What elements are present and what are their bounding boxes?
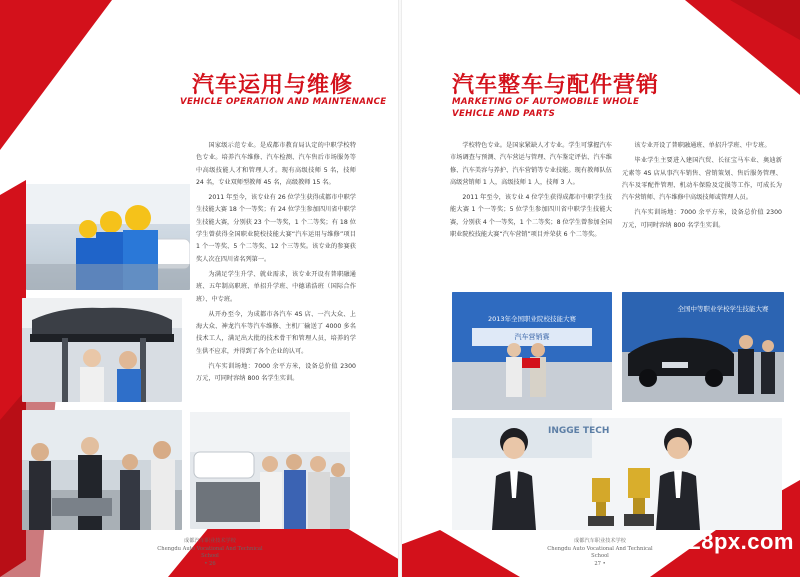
- left-title-en: VEHICLE OPERATION AND MAINTENANCE: [180, 97, 387, 107]
- right-title-en: [452, 96, 692, 120]
- right-footer-school-cn: 成都汽车职业技术学校: [574, 538, 626, 544]
- right-col1-paragraph: 2011 年至今，该专业 4 位学生获得成都市中职学生技能大赛 1 个一等奖；5 位学生参加四川省中职学生技能大赛，分别获 4 个一等奖，1 个二等奖；8 位学生曾参加全国职业院校技能大赛“汽车营销”项目并荣获 6 个二等奖。: [450, 194, 612, 239]
- photo-trophy-winners-art: [452, 418, 782, 530]
- photo-car-lift: [22, 298, 182, 402]
- right-title-en-line1: MARKETING OF AUTOMOBILE WHOLE: [452, 97, 640, 107]
- photo-engine-practice: [190, 412, 350, 529]
- photo-engine-practice-art: [190, 412, 350, 529]
- right-col1-paragraph: 学校特色专业。是国家紧缺人才专业。学生可掌握汽车市场调查与预测、汽车营运与管理、汽车鉴定评估、汽车维修、汽车美容与养护、汽车营销等专业技能。现有教师队伍高级营销师 1 人，高级技师 1 人，技师 3 人。: [450, 142, 612, 186]
- right-col2-paragraph: 该专业开设了普职融通班、单招升学班、中专班。: [634, 142, 771, 149]
- left-title-cn: 汽车运用与维修: [192, 73, 354, 98]
- watermark: 028px.com: [675, 529, 794, 554]
- left-paragraph: 从开办至今，为成都市各汽车 4S 店、一汽大众、上海大众、神龙汽车等汽车维修、主机厂输送了 4000 多名技术工人，满足出大批的技术骨干和管理人员，培养的学生供不应求，并得到了各个企业的认可。: [196, 310, 356, 355]
- right-footer: [540, 538, 660, 568]
- left-paragraph: 汽车实训场地：7000 余平方米，设备总价值 2300 万元，可同时容纳 800 名学生实训。: [196, 363, 356, 383]
- left-footer: [150, 538, 270, 568]
- photo-training-helmets: [26, 184, 190, 290]
- right-col2-paragraph: 汽车实训场地：7000 余平方米，设备总价值 2300 万元，可同时容纳 800 名学生实训。: [622, 209, 782, 229]
- right-footer-page-number: 27 •: [594, 560, 606, 567]
- left-body-text: [196, 140, 356, 389]
- photo-car-lift-art: [22, 298, 182, 402]
- right-col2-paragraph: 毕业学生主要进入建国汽贸、长征宝马车业、奥迪新元素等 4S 店从事汽车销售、营销策划、售后服务管理、汽车及零配件管理、机动车保险及定损等工作，可成长为汽车营销师、汽车维修中高级技师或管理人员。: [622, 157, 782, 202]
- left-paragraph: 国家级示范专业。是成都市教育局认定的中职学校特色专业。培养汽车维修、汽车检测、汽车售后市场服务等中高级技能人才和管理人才。现有高级技师 5 名，技师 24 名，专业双师型教师 45 名，高级教师 15 名。: [196, 142, 356, 186]
- photo-trophy-winners: [452, 418, 782, 530]
- right-footer-school-en: Chengdu Auto Vocational And Technical School: [547, 545, 653, 559]
- left-footer-page-number: • 26: [204, 560, 216, 567]
- left-footer-school-en: Chengdu Auto Vocational And Technical School: [157, 545, 263, 559]
- photo-visiting-officials: [22, 410, 182, 530]
- left-paragraph: 为满足学生升学、就业需求，该专业开设有普职融通班、五年制高职班、单招升学班、中德诺浩班（国际合作班）、中专班。: [196, 270, 356, 303]
- photo-car-display: [622, 292, 784, 402]
- photo-marketing-competition-art: [452, 292, 612, 410]
- right-title-en-line2: VEHICLE AND PARTS: [452, 109, 556, 119]
- page-gutter: [398, 0, 402, 577]
- left-paragraph: 2011 年至今，该专业有 26 位学生获得成都市中职学生技能大赛 18 个一等奖；有 24 位学生参加四川省中职学生技能大赛，分别获 23 个一等奖，1 个二等奖；有 18 位学生曾获得全国职业院校技能大赛“汽车运用与维修”项目 1 个一等奖、5 个二等奖、12 个三等奖。该专业的参赛获奖人次在四川省名列第一。: [196, 194, 356, 263]
- contest-banner-text: 全国中等职业学校学生技能大赛: [677, 305, 769, 313]
- bottom-left-wave: [400, 530, 520, 577]
- right-page: [400, 0, 800, 577]
- photo-marketing-competition: [452, 292, 612, 410]
- left-footer-school-cn: 成都汽车职业技术学校: [184, 538, 236, 544]
- competition-banner-text: 2013年全国职业院校技能大赛: [487, 315, 577, 323]
- top-corner-shape: [0, 0, 112, 150]
- right-body-col2: [622, 140, 782, 235]
- right-title-cn: 汽车整车与配件营销: [452, 73, 660, 98]
- right-body-col1: [450, 140, 612, 244]
- photo-visiting-officials-art: [22, 410, 182, 530]
- photo-training-helmets-art: [26, 184, 190, 290]
- photo-sign-text: INGGE TECH: [548, 426, 610, 436]
- competition-banner-text-2: 汽车营销赛: [514, 333, 550, 341]
